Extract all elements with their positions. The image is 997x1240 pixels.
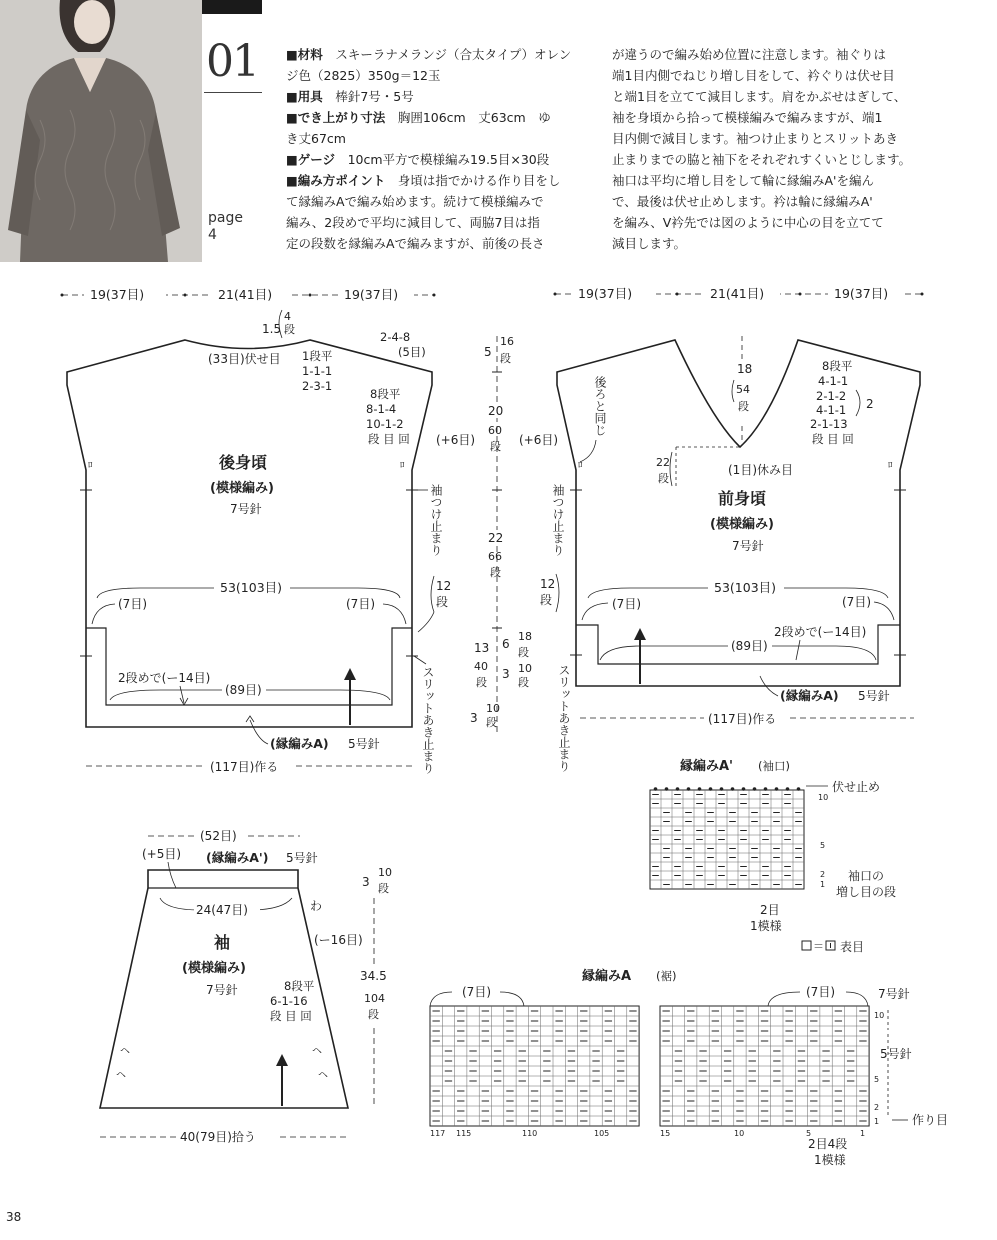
- svg-text:段: 段: [368, 1008, 379, 1021]
- svg-text:段: 段: [658, 472, 669, 485]
- svg-text:4-1-1: 4-1-1: [818, 374, 849, 388]
- svg-text:5号針: 5号針: [880, 1047, 912, 1061]
- svg-text:段: 段: [738, 400, 749, 413]
- instr-line: ■でき上がり寸法 胸囲106cm 丈63cm ゆ: [286, 110, 551, 125]
- svg-text:1-1-1: 1-1-1: [302, 364, 333, 378]
- svg-text:24(47目): 24(47目): [196, 903, 248, 917]
- svg-text:(ー16目): (ー16目): [314, 933, 363, 947]
- instr-line: ■材料 スキーラナメランジ（合太タイプ）オレン: [286, 47, 572, 62]
- svg-text:2: 2: [820, 870, 826, 879]
- svg-text:40: 40: [474, 660, 488, 673]
- page-label: page: [208, 210, 243, 226]
- svg-text:ヘ: ヘ: [116, 1070, 126, 1081]
- svg-text:(117目)作る: (117目)作る: [210, 760, 279, 774]
- svg-text:2-4-8: 2-4-8: [380, 330, 411, 344]
- svg-text:8段平: 8段平: [822, 359, 853, 373]
- svg-text:段 目 回: 段 目 回: [812, 432, 854, 446]
- svg-text:7号針: 7号針: [230, 502, 262, 516]
- svg-text:10: 10: [818, 793, 829, 802]
- svg-text:段 目 回: 段 目 回: [368, 432, 410, 446]
- center-length-measures: [470, 335, 532, 734]
- svg-text:13: 13: [474, 641, 490, 655]
- svg-text:段: 段: [518, 646, 529, 659]
- instr-line: き丈67cm: [286, 131, 346, 146]
- svg-text:5: 5: [820, 841, 826, 850]
- svg-text:110: 110: [522, 1129, 538, 1138]
- svg-text:縁編みA': 縁編みA': [680, 759, 734, 774]
- svg-text:(+6目): (+6目): [436, 433, 476, 447]
- svg-text:20: 20: [488, 404, 504, 418]
- instr-line: ■編み方ポイント 身頃は指でかける作り目をし: [286, 173, 561, 188]
- instr-line: を編み、V衿先では図のように中心の目を立てて: [612, 215, 884, 230]
- svg-text:作り目: 作り目: [912, 1113, 949, 1127]
- svg-text:(縁編みA): (縁編みA): [270, 736, 329, 751]
- svg-text:1: 1: [874, 1117, 880, 1126]
- svg-text:105: 105: [594, 1129, 610, 1138]
- svg-text:段: 段: [540, 593, 553, 607]
- svg-text:7号針: 7号針: [878, 987, 910, 1001]
- svg-text:1: 1: [820, 880, 826, 889]
- svg-text:7号針: 7号針: [732, 539, 764, 553]
- svg-text:＝: ＝: [813, 940, 824, 953]
- svg-text:53(103目): 53(103目): [714, 580, 777, 595]
- back-top-mid: 21(41目): [218, 287, 273, 302]
- a-prime-grid: [650, 787, 804, 889]
- svg-text:10: 10: [518, 662, 532, 675]
- instr-line: 止まりまでの脇と袖下をそれぞれすくいとじします。: [612, 152, 912, 167]
- svg-text:(7目): (7目): [842, 595, 871, 609]
- svg-text:10: 10: [486, 702, 500, 715]
- svg-text:後ろと同じ: 後ろと同じ: [593, 376, 607, 436]
- svg-text:19(37目): 19(37目): [834, 286, 889, 301]
- sleeve-diagram: [100, 828, 392, 1144]
- svg-text:115: 115: [456, 1129, 472, 1138]
- svg-text:袖つけ止まり: 袖つけ止まり: [551, 484, 565, 556]
- svg-text:(52目): (52目): [200, 829, 237, 843]
- instr-line: 定の段数を縁編みAで編みますが、前後の長さ: [286, 236, 545, 251]
- svg-text:(89目): (89目): [225, 683, 262, 697]
- svg-text:3: 3: [502, 667, 510, 681]
- svg-text:66: 66: [488, 550, 502, 563]
- svg-text:(模様編み): (模様編み): [710, 517, 774, 532]
- instr-line: ジ色（2825）350g＝12玉: [286, 68, 441, 83]
- svg-text:1模様: 1模様: [750, 919, 782, 933]
- svg-text:後身頃: 後身頃: [219, 453, 268, 472]
- svg-text:21(41目): 21(41目): [710, 286, 765, 301]
- svg-text:8-1-4: 8-1-4: [366, 402, 397, 416]
- svg-text:(89目): (89目): [731, 639, 768, 653]
- svg-text:(模様編み): (模様編み): [182, 961, 246, 976]
- svg-text:(7目): (7目): [612, 597, 641, 611]
- svg-text:縁編みA: 縁編みA: [582, 969, 632, 984]
- svg-text:22: 22: [488, 531, 504, 545]
- svg-text:(袖口): (袖口): [758, 759, 790, 773]
- instr-line: で、最後は伏せ止めします。衿は輪に縁編みA': [612, 194, 873, 209]
- svg-text:伏せ止め: 伏せ止め: [832, 780, 881, 794]
- svg-text:2目: 2目: [760, 903, 780, 917]
- svg-text:4: 4: [284, 310, 291, 323]
- svg-text:16: 16: [500, 335, 514, 348]
- svg-text:表目: 表目: [840, 940, 865, 954]
- svg-text:段: 段: [486, 716, 497, 729]
- svg-text:前身頃: 前身頃: [718, 489, 767, 508]
- svg-text:104: 104: [364, 992, 385, 1005]
- svg-text:(+6目): (+6目): [519, 433, 559, 447]
- svg-text:5: 5: [806, 1129, 812, 1138]
- svg-text:53(103目): 53(103目): [220, 580, 283, 595]
- svg-text:34.5: 34.5: [360, 969, 387, 983]
- back-top-right: 19(37目): [344, 287, 399, 302]
- svg-text:増し目の段: 増し目の段: [836, 885, 897, 899]
- svg-text:(7目): (7目): [118, 597, 147, 611]
- svg-text:段: 段: [518, 676, 529, 689]
- svg-text:5: 5: [484, 345, 492, 359]
- svg-text:18: 18: [737, 362, 753, 376]
- svg-text:スリットあき止まり: スリットあき止まり: [557, 664, 571, 772]
- svg-text:段: 段: [284, 323, 295, 336]
- svg-text:段 目 回: 段 目 回: [270, 1009, 312, 1023]
- chart-edge-a-prime: [650, 758, 896, 933]
- page-number: 38: [6, 1210, 22, 1224]
- svg-text:40(79目)拾う: 40(79目)拾う: [180, 1130, 256, 1144]
- svg-text:12: 12: [540, 577, 556, 591]
- svg-text:(7目): (7目): [462, 985, 491, 999]
- legend: [802, 940, 864, 954]
- svg-text:2: 2: [866, 397, 874, 411]
- svg-text:1模様: 1模様: [814, 1153, 846, 1167]
- svg-text:段: 段: [490, 566, 501, 579]
- svg-text:2段めで(ー14目): 2段めで(ー14目): [774, 625, 867, 639]
- svg-text:5号針: 5号針: [858, 689, 890, 703]
- svg-text:(+5目): (+5目): [142, 847, 182, 861]
- svg-text:2-3-1: 2-3-1: [302, 379, 333, 393]
- svg-text:6-1-16: 6-1-16: [270, 994, 308, 1008]
- svg-text:(7目): (7目): [806, 985, 835, 999]
- a-grid: [430, 1006, 869, 1126]
- svg-text:6: 6: [502, 637, 510, 651]
- svg-text:段: 段: [500, 352, 511, 365]
- svg-text:2: 2: [874, 1103, 880, 1112]
- instr-line: 袖を身頃から拾って模様編みで編みますが、端1: [612, 110, 883, 125]
- svg-text:15: 15: [660, 1129, 671, 1138]
- svg-text:10-1-2: 10-1-2: [366, 417, 404, 431]
- svg-text:段: 段: [490, 440, 501, 453]
- instr-line: ■ゲージ 10cm平方で模様編み19.5目×30段: [286, 152, 550, 167]
- svg-text:4-1-1: 4-1-1: [816, 403, 847, 417]
- svg-text:5: 5: [874, 1075, 880, 1084]
- instr-line: と端1目を立てて減目します。肩をかぶせはぎして、: [612, 89, 907, 104]
- svg-text:18: 18: [518, 630, 532, 643]
- svg-text:2-1-13: 2-1-13: [810, 417, 848, 431]
- svg-text:袖: 袖: [214, 933, 231, 952]
- svg-text:22: 22: [656, 456, 670, 469]
- instr-line: が違うので編み始め位置に注意します。袖ぐりは: [612, 47, 887, 62]
- svg-text:3: 3: [470, 711, 478, 725]
- svg-text:(5目): (5目): [398, 345, 426, 359]
- svg-text:ﾛ: ﾛ: [400, 461, 405, 471]
- svg-text:10: 10: [734, 1129, 745, 1138]
- instr-line: ■用具 棒針7号・5号: [286, 89, 414, 104]
- svg-text:7号針: 7号針: [206, 983, 238, 997]
- svg-text:ヘ: ヘ: [312, 1046, 322, 1057]
- instr-line: 編み、2段めで平均に減目して、両脇7目は指: [286, 215, 540, 230]
- svg-text:(7目): (7目): [346, 597, 375, 611]
- svg-text:(117目)作る: (117目)作る: [708, 712, 777, 726]
- svg-text:ﾛ: ﾛ: [88, 461, 93, 471]
- svg-text:8段平: 8段平: [370, 387, 401, 401]
- svg-text:1: 1: [860, 1129, 866, 1138]
- pattern-number: 01: [206, 36, 258, 87]
- svg-text:ヘ: ヘ: [318, 1070, 328, 1081]
- svg-text:60: 60: [488, 424, 502, 437]
- svg-text:2-1-2: 2-1-2: [816, 389, 847, 403]
- svg-text:ヘ: ヘ: [120, 1046, 130, 1057]
- back-slit-stop: スリットあき止まり: [421, 666, 435, 774]
- front-body-diagram: [519, 285, 924, 772]
- svg-text:(1目)休み目: (1目)休み目: [728, 463, 793, 477]
- svg-text:(縁編みA'): (縁編みA'): [206, 850, 269, 865]
- svg-text:10: 10: [378, 866, 392, 879]
- svg-text:(模様編み): (模様編み): [210, 481, 274, 496]
- back-body-diagram: [61, 286, 476, 774]
- svg-text:5号針: 5号針: [286, 851, 318, 865]
- svg-text:ﾛ: ﾛ: [888, 461, 893, 471]
- instr-line: 目内側で減目します。袖つけ止まりとスリットあき: [612, 131, 899, 146]
- instr-line: 端1目内側でねじり増し目をして、衿ぐりは伏せ目: [612, 68, 895, 83]
- svg-text:(縁編みA): (縁編みA): [780, 688, 839, 703]
- instr-line: 減目します。: [612, 236, 687, 251]
- instr-line: て縁編みAで編み始めます。続けて模様編みで: [286, 194, 544, 209]
- svg-text:8段平: 8段平: [284, 979, 315, 993]
- svg-text:1段平: 1段平: [302, 349, 333, 363]
- svg-text:(33目)伏せ目: (33目)伏せ目: [208, 352, 281, 366]
- svg-text:5号針: 5号針: [348, 737, 380, 751]
- back-top-left: 19(37目): [90, 287, 145, 302]
- svg-text:袖口の: 袖口の: [848, 869, 885, 883]
- svg-text:段: 段: [378, 882, 389, 895]
- svg-text:2目4段: 2目4段: [808, 1137, 848, 1151]
- svg-text:段: 段: [436, 595, 449, 609]
- svg-text:10: 10: [874, 1011, 885, 1020]
- svg-text:(裾): (裾): [656, 969, 677, 983]
- svg-text:54: 54: [736, 383, 750, 396]
- svg-text:1.5: 1.5: [262, 322, 282, 336]
- instr-line: 袖口は平均に増し目をして輪に縁編みA'を編ん: [612, 173, 874, 188]
- svg-text:117: 117: [430, 1129, 446, 1138]
- svg-text:19(37目): 19(37目): [578, 286, 633, 301]
- svg-text:わ: わ: [310, 899, 323, 913]
- back-armhole-stop: 袖つけ止まり: [429, 484, 443, 556]
- chart-edge-a: [430, 968, 948, 1167]
- svg-text:12: 12: [436, 579, 452, 593]
- svg-text:段: 段: [476, 676, 487, 689]
- svg-text:ﾛ: ﾛ: [578, 461, 583, 471]
- svg-text:3: 3: [362, 875, 370, 889]
- page-ref-number: 4: [208, 227, 217, 243]
- svg-text:2段めで(ー14目): 2段めで(ー14目): [118, 671, 211, 685]
